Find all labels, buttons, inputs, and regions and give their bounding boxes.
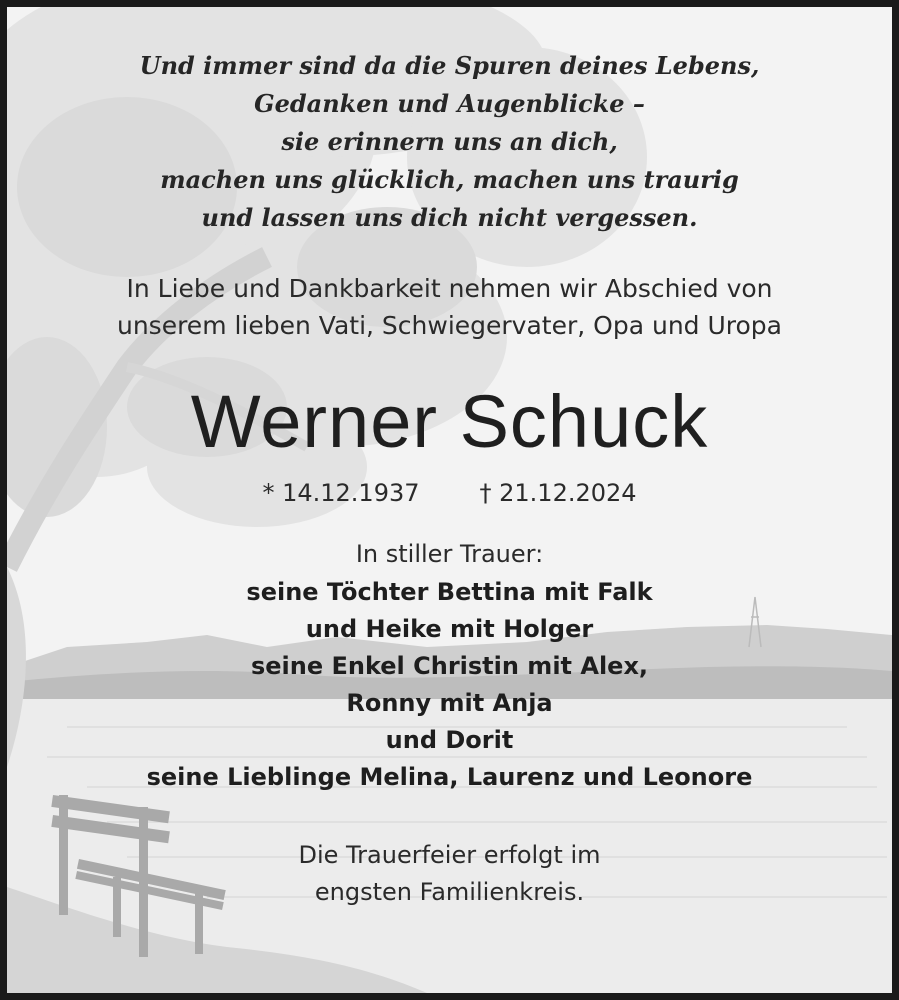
funeral-line-1: Die Trauerfeier erfolgt im <box>298 841 601 869</box>
verse-line-5: und lassen uns dich nicht vergessen. <box>201 203 698 232</box>
obituary-content <box>7 7 892 993</box>
verse-line-4: machen uns glücklich, machen uns traurig <box>160 165 739 194</box>
verse-line-1: Und immer sind da die Spuren deines Lebens, <box>139 51 760 80</box>
intro-line-1: In Liebe und Dankbarkeit nehmen wir Abschied von <box>126 274 773 303</box>
mourner-line-1: seine Töchter Bettina mit Falk <box>246 578 653 606</box>
mourner-line-6: seine Lieblinge Melina, Laurenz und Leonore <box>146 763 753 791</box>
mourner-line-4: Ronny mit Anja <box>346 689 553 717</box>
mourner-line-5: und Dorit <box>385 726 514 754</box>
mourning-heading: In stiller Trauer: <box>355 540 544 568</box>
mourner-line-3: seine Enkel Christin mit Alex, <box>250 652 649 680</box>
death-date: † 21.12.2024 <box>479 479 637 507</box>
verse-line-3: sie erinnern uns an dich, <box>281 127 618 156</box>
life-dates <box>7 479 892 507</box>
funeral-line-2: engsten Familienkreis. <box>314 878 585 906</box>
verse-line-2: Gedanken und Augenblicke – <box>254 89 645 118</box>
mourner-line-2: und Heike mit Holger <box>305 615 594 643</box>
intro-line-2: unserem lieben Vati, Schwiegervater, Opa und Uropa <box>116 311 782 340</box>
birth-date: * 14.12.1937 <box>262 479 420 507</box>
deceased-name: Werner Schuck <box>190 380 709 463</box>
